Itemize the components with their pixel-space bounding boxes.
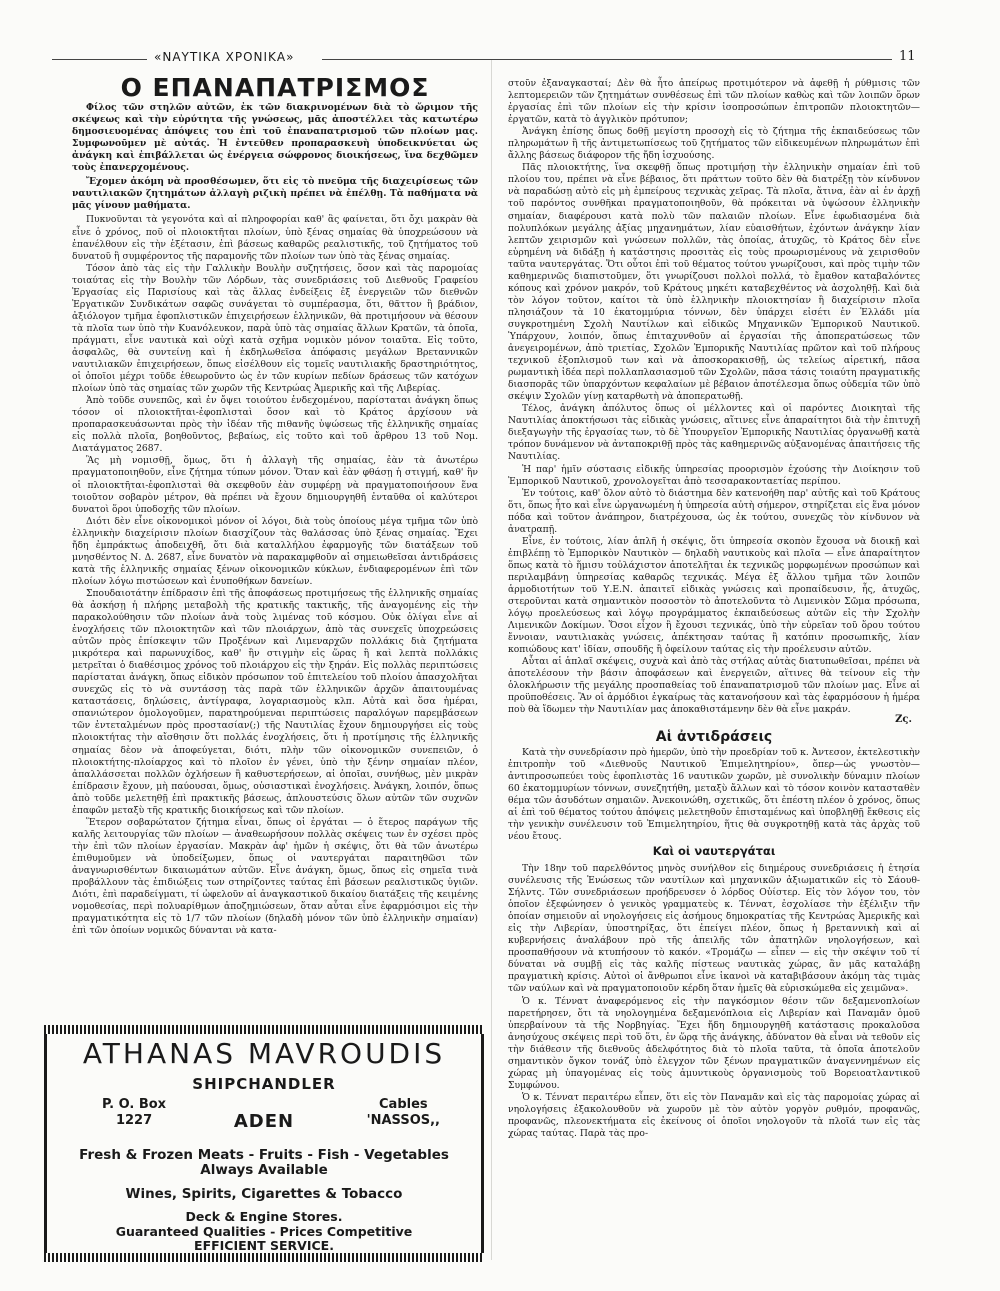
paragraph: Πᾶς πλοιοκτήτης, ἵνα σκεφθῇ ὅπως προτιμήσῃ τὴν ἑλληνικὴν σημαίαν ἐπὶ τοῦ πλοίου του, πρέπει νὰ εἶνε βέβαιος, ὅτι πράττων τοῦτο δὲν θὰ διατρέξῃ τὸν κίνδυνον νὰ παραδώσῃ αὐτὸ εἰς μὴ ἐμπείρους τεχνικὰς χεῖρας. Τὰ πλοῖα, ἅτινα, ἐὰν αἱ ἐν ἀρχῇ τοῦ παρόντος συνθῆκαι πραγματοποιηθοῦν, θὰ πρόκειται νὰ ὑψώσουν ἑλληνικὴν σημαίαν, διαφέρουσι κατὰ πολὺ τῶν παλαιῶν πλοίων. Εἶνε ἐφωδιασμένα διὰ πολυπλόκων μεγάλης ἀξίας μηχανημάτων, λίαν εὐαισθήτων, ἐχόντων ἀνάγκην λίαν λεπτῶν χειρισμῶν καὶ γνώσεων πολλῶν, τὰς ὁποίας, ἀτυχῶς, τὸ Κράτος δὲν εἶνε εὐρημένη νὰ διδάξῃ ἡ κατάστησις προσιτὰς εἰς τοὺς προωρισμένους νὰ χειρισθοῦν ταῦτα ναυτεργάτας. Ὅτι οὗτοι ἐπὶ τοῦ θέματος τούτου γνωρίζουσι, καὶ πρὸς τιμὴν τῶν καθημερινῶς διαπιστοῦμεν, ὅτι γνωρίζουσι πολλοὶ πολλά, τὸ ἔμαθον καταβαλόντες κόπους καὶ χρόνον μακρόν, τοῦ Κράτους μηκέτι καταβεχθέντος νὰ ἀσχοληθῇ. Καὶ διὰ τὸν λόγον τοῦτον, καίτοι τὰ ὑπὸ ἑλληνικὴν πλοιοκτησίαν ἢ διαχείρισιν πλοῖα πλησιάζουν τὰ 10 ἑκατομμύρια τόννων, δὲν ὑπάρχει εἰσέτι ἐν Ἑλλάδι μία συγκροτημένη Σχολὴ Ναυτίλων καὶ εἰδικῶς Μηχανικῶν Ἐμπορικοῦ Ναυτικοῦ. Ὑπάρχουν, λοιπόν, ὅπως ἐπιταχυνθοῦν αἱ ἐργασίαι τῆς ἀποπερατώσεως τῶν ἀνεγειρομένων, ἀπὸ τριετίας, Σχολῶν Ἐμπορικῆς Ναυτιλίας πρῶτον καὶ τοῦ πλήρους τεχνικοῦ ἐξοπλισμοῦ των καὶ νὰ ἀποσκορακισθῇ, ὡς τελείως αἱρετική, πᾶσα ρωμαντικὴ ἰδέα περὶ πολλαπλασιασμοῦ τῶν Σχολῶν, πᾶσα τάσις τοιαύτη πραγματικῆς διασπορᾶς τῶν ὑπαρχόντων κεφαλαίων μὲ βέβαιον ἀποτέλεσμα ὅπως οὐδεμία τῶν ὑπὸ σκέψιν Σχολῶν γίνῃ καταρθωτὴ νὰ ἀποπερατωθῇ. (508, 162, 920, 403)
column-gutter (491, 60, 492, 1260)
paragraph: Κατὰ τὴν συνεδρίασιν πρὸ ἡμερῶν, ὑπὸ τὴν προεδρίαν τοῦ κ. Ἀντεσον, ἐκτελεστικὴν ἐπιτροπὴν τοῦ «Διεθνοῦς Ναυτικοῦ Ἐπιμελητηρίου», ὅπερ—ὡς γνωστὸν—ἀντιπροσωπεύει τοὺς ἐφοπλιστὰς 16 ναυτικῶν χωρῶν, μὲ συνολικὴν δύναμιν πλοίων 60 ἑκατομμυρίων τόννων, συνεζητήθη, μεταξὺ ἄλλων καὶ τὸ τόσον κοινὸν κατασταθὲν θέμα τῶν ἀσυδότων σημαιῶν. Ἀνεκοινώθη, σχετικῶς, ὅτι ἐπέστη πλέον ὁ χρόνος, ὅπως αἱ ἐπὶ τοῦ θέματος τούτου ἀπόψεις μελετηθοῦν ἐπισταμένως καὶ ὑποβληθῇ ἔκθεσις εἰς τὴν γενικὴν συνέλευσιν τοῦ Ἐπιμελητηρίου, ἥτις θὰ συγκροτηθῇ κατὰ τὰς ἀρχὰς τοῦ νέου ἔτους. (508, 746, 920, 842)
header-rule-left (52, 59, 147, 60)
paragraph: Διότι δὲν εἶνε οἰκονομικοὶ μόνον οἱ λόγοι, διὰ τοὺς ὁποίους μέγα τμῆμα τῶν ὑπὸ ἑλληνικὴν διαχείρισιν πλοίων διασχίζουν τὰς θαλάσσας ὑπὸ ξένας σημαίας. Ἔχει ἤδη ἐμπράκτως ἀποδειχθῆ, ὅτι διὰ καταλλήλου ἐφαρμογῆς τῶν διατάξεων τοῦ μνησθέντος Ν. Δ. 2687, εἶνε δυνατὸν νὰ παρακαμφθοῦν αἱ σημειωθεῖσαι ἀντιδράσεις κατὰ τῆς ἑλληνικῆς σημαίας ξένων οἰκονομικῶν κύκλων, ἐνδιαφερομένων ἐπὶ τῶν πλοίων λόγω πιστώσεων καὶ ἐνυποθήκων δανείων. (72, 515, 478, 587)
ad-trade: SHIPCHANDLER (192, 1075, 336, 1093)
paragraph: Ἂς μὴ νομισθῇ, ὅμως, ὅτι ἡ ἀλλαγὴ τῆς σημαίας, ἐὰν τὰ ἀνωτέρω πραγματοποιηθοῦν, εἶνε ζήτημα τύπων μόνον. Ὅταν καὶ ἐὰν φθάσῃ ἡ στιγμή, καθ' ἣν οἱ πλοιοκτῆται-ἐφοπλισταὶ θὰ σκεφθοῦν ἐὰν συμφέρῃ νὰ πραγματοποιήσουν ἕνα τοιοῦτον σοβαρὸν μέτρον, θὰ πρέπει νὰ ἔχουν δημιουργηθῆ ἐνταῦθα οἱ καλύτεροι δυνατοὶ ὅροι ὑποδοχῆς τῶν πλοίων. (72, 455, 478, 515)
article-title: Ο ΕΠΑΝΑΠΑΤΡΙΣΜΟΣ (120, 73, 430, 102)
ad-line: Always Available (200, 1162, 328, 1178)
paragraph: Αὗται αἱ ἁπλαῖ σκέψεις, συχνὰ καὶ ἀπὸ τὰς στήλας αὐτὰς διατυπωθεῖσαι, πρέπει νὰ ἀποτελέσουν τὴν βάσιν ἀποφάσεων καὶ ἐνεργειῶν, αἵτινες θὰ τείνουν εἰς τὴν ὁλοκλήρωσιν τῆς μεγάλης προσπαθείας τοῦ ἐπαναπατρισμοῦ τῶν πλοίων μας. Εἶνε αἱ προϋποθέσεις. Ἂν οἱ ἁρμόδιοι ἐγκαίρως τὰς κατανοήσουν καὶ τὰς ἐφαρμόσουν ἡ ἡμέρα ποὺ θὰ ἴδωμεν τὴν Ναυτιλίαν μας ἀποκαθιστάμενην δὲν θὰ εἶνε μακράν. (508, 656, 920, 716)
paragraph: Ἡ παρ' ἡμῖν σύστασις εἰδικῆς ὑπηρεσίας προορισμὸν ἐχούσης τὴν Διοίκησιν τοῦ Ἐμπορικοῦ Ναυτικοῦ, χρονολογεῖται ἀπὸ τεσσαρακονταετίας περίπου. (508, 463, 920, 487)
paragraph: Τὴν 18ην τοῦ παρελθόντος μηνὸς συνήλθον εἰς διημέρους συνεδριάσεις ἡ ἐτησία συνέλευσις τῆς Ἑνώσεως τῶν ναυτίλων καὶ μηχανικῶν ἀξιωματικῶν εἰς τὸ Σάουθ-Σήλντς. Τῶν συνεδριάσεων προήδρευσεν ὁ λόρδος Οὐίστερ. Εἰς τὸν λόγον του, τὸν ὁποῖον ἐξεφώνησεν ὁ γενικὸς γραμματεὺς κ. Τέννατ, ἐσχολίασε τὴν ἐξέλιξιν τῆν ὁποίαν σημειοῦν αἱ νηολογήσεις εἰς ἀσήμους δημοκρατίας τῆς Κεντρώας Ἀμερικῆς καὶ εἰς τὴν Λιβερίαν, ὑποστηρίξας, ὅτι ἐπείγει πλέον, ὅπως ἡ βρεταννικὴ καὶ αἱ κυβερνήσεις ἀναλάβουν πρὸ τῆς ἀπειλῆς τῶν ἀπατηλῶν νηολογήσεων, καὶ προσπαθήσουν νὰ κτυπήσουν τὸ κακόν. «Τρομάζω — εἶπεν — εἰς τὴν σκέψιν τοῦ τί δύναται νὰ συμβῇ εἰς τὰς καλῆς πίστεως ναυτικὰς χώρας, ἂν μᾶς καταλάβῃ πραγματικὴ κρίσις. Αὐτοὶ οἱ ἄνθρωποι εἶνε ἱκανοὶ νὰ καταβιβάσουν ἀκόμη τὰς τιμὰς τῶν ναύλων καὶ νὰ πραγματοποιοῦν κέρδη ὅταν ἡμεῖς θὰ εὑρισκώμεθα εἰς χειμῶνα». (508, 863, 920, 995)
ad-cables (367, 1097, 440, 1129)
paragraph: Σπουδαιοτάτην ἐπίδρασιν ἐπὶ τῆς ἀποφάσεως προτιμήσεως τῆς ἑλληνικῆς σημαίας θὰ ἀσκήσῃ ἡ πλήρης μεταβολὴ τῆς κρατικῆς τακτικῆς, τῆς ἀναγομένης εἰς τὴν παρακολούθησιν τῶν πλοίων ἀνὰ τοὺς λιμένας τοῦ κόσμου. Οὐκ ὀλίγαι εἶνε αἱ ἐνοχλήσεις τῶν πλοιοκτητῶν καὶ τῶν πλοιάρχων, ἀπὸ τὰς συνεχεῖς ὑποχρεώσεις αὐτῶν πρὸς ἐπίσκεψιν τῶν Προξένων καὶ Λιμεναρχῶν πολλάκις διὰ ζητήματα μικρότερα καὶ παρωνυχίδος, καθ' ἣν στιγμὴν εἰς ὥρας ἢ καὶ λεπτὰ πολλάκις μετρεῖται ὁ διαθέσιμος χρόνος τοῦ πλοιάρχου εἰς τὴν ξηράν. Εἰς πολλὰς περιπτώσεις παρίσταται ἀνάγκη, ὅπως εἰδικὸν πρόσωπον τοῦ ἐπιτελείου τοῦ πλοίου ἀπασχολῆται συνεχῶς εἰς τὸ νὰ συντάσσῃ τὰς παρὰ τῶν ἑλληνικῶν ἀρχῶν ἀπαιτουμένας καταστάσεις, δηλώσεις, ἀντίγραφα, λογαριασμοὺς κλπ. Αὐτὰ καὶ ὅσα ἠμέραι, σπανιώτερον ὁμολογοῦμεν, παρατηρούμεναι περιπτώσεις παραλόγων παρεμβάσεων τῶν ἐντεταλμένων πρὸς προστασίαν(;) τῆς Ναυτιλίας ἔχουν δημιουργήσει εἰς τοὺς πλοιοκτήτας τὴν αἴσθησιν ὅτι πολλάς ἐνοχλήσεις, ὅτι ἡ προτίμησις τῆς ἑλληνικῆς σημαίας δὲον νὰ ἀποφεύγεται, διότι, πλὴν τῶν οἰκονομικῶν συνεπειῶν, ὁ πλοιοκτήτης-πλοίαρχος καὶ τὸ πλοῖον ἐν γένει, ὑπὸ τὴν ξένην σημαίαν πλέον, ἀπαλλάσσεται πολλῶν ὀχλήσεων ἢ καθυστερήσεων, αἱ ὁποῖαι, συνήθως, μὲν μικρὰν ἐπίδρασιν ἔχουν, μὴ παύουσαι, ὅμως, οὐσιαστικαὶ ἐνοχλήσεις. Ἀνάγκη, λοιπόν, ὅπως ἀπὸ τοῦδε μελετηθῇ ἐπὶ πρακτικῆς βάσεως, ἁπλουστεύσις ὅλων αὐτῶν τῶν συχνῶν ἐπαφῶν μεταξὺ τῆς κρατικῆς διοικήσεως καὶ τῶν πλοίων. (72, 587, 478, 816)
ad-line: Deck & Engine Stores. (185, 1209, 343, 1224)
ad-cables-name: 'NASSOS,, (366, 1113, 440, 1128)
right-column (508, 78, 920, 1140)
article-lead-second: Ἔχομεν ἀκόμη νὰ προσθέσωμεν, ὅτι εἰς τὸ πνεῦμα τῆς διαχειρίσεως τῶν ναυτιλιακῶν ζητημάτων ἀλλαγὴ ριζικὴ πρέπει νὰ ἐπέλθῃ. Τὰ παθήματα νὰ μᾶς γίνουν μαθήματα. (72, 176, 478, 212)
page-number: 11 (899, 49, 916, 64)
journal-title: «ΝΑΥΤΙΚΑ ΧΡΟΝΙΚΑ» (154, 50, 295, 64)
left-column (72, 73, 478, 937)
ad-line: EFFICIENT SERVICE. (194, 1238, 334, 1253)
paragraph: στοῦν ἐξαναγκασταί; Δὲν θὰ ἦτο ἀπείρως προτιμότερον νὰ ἀφεθῇ ἡ ρύθμισις τῶν λεπτομερειῶν τῶν ζητημάτων συνθέσεως ἐπὶ τῶν πλοίων καθὼς καὶ τῶν λοιπῶν ὅρων ἐργασίας ἐπὶ τῶν πλοίων εἰς τὴν κρίσιν ἰσοπροσώπων ἐπιτροπῶν πλοιοκτητῶν—ἐργατῶν, κατὰ τὸ ἀγγλικὸν πρότυπον; (508, 78, 920, 126)
header-rule-right (322, 59, 892, 60)
ad-city: ADEN (233, 1111, 295, 1132)
paragraph: Τέλος, ἀνάγκη ἀπόλυτος ὅπως οἱ μέλλοντες καὶ οἱ παρόντες Διοικηταὶ τῆς Ναυτιλίας ἀποκτήσωσι τὰς εἰδικὰς γνώσεις, αἵτινες εἶνε ἀπαραίτητοι διὰ τὴν ἐπιτυχῆ διεξαγωγὴν τῆς ἐργασίας των, τὸ δὲ Ὑπουργεῖον Ἐμπορικῆς Ναυτιλίας ὀργανωθῇ κατὰ τρόπον δυνάμενον νὰ ἀνταποκριθῇ πρὸς τὰς καθημερινῶς αὐξανομένας ἀπαιτήσεις τῆς Ναυτιλίας. (508, 403, 920, 463)
paragraph: Εἶνε, ἐν τούτοις, λίαν ἁπλῆ ἡ σκέψις, ὅτι ὑπηρεσία σκοπὸν ἔχουσα νὰ διοικῇ καὶ ἐπιβλέπῃ τὸ Ἐμπορικὸν Ναυτικὸν — δηλαδὴ ναυτικοὺς καὶ πλοῖα — εἶνε ἀπαραίτητον ὅπως κατὰ τὸ ἥμισυ τοὐλάχιστον ἀποτελῆται ἐκ τεχνικῶς μορφωμένων προσώπων καὶ περιλαμβάνῃ ὑπηρεσίας καθαρῶς τεχνικάς. Μέγα ἐξ ἄλλου τμῆμα τῶν λοιπῶν ἁρμοδιοτήτων τοῦ Υ.Ε.Ν. ἀπαιτεῖ εἰδικὰς γνώσεις καὶ προπαίδευσιν, ἧς, ἀτυχῶς, στεροῦνται κατὰ σημαντικὸν ποσοστὸν τὸ ἀποτελοῦντα τὸ Λιμενικὸν Σῶμα πρόσωπα, λόγῳ προελεύσεως καὶ λόγῳ προγράμματος ἐκπαιδεύσεως αὐτῶν εἰς τὴν Σχολὴν Λιμενικῶν Δοκίμων. Ὅσοι εἶχον ἢ ἔχουσι τεχνικάς, ὑπὸ τὴν εὐρεῖαν τοῦ ὅρου τούτου ἔννοιαν, ναυτιλιακὰς γνώσεις, ἀπέκτησαν ταύτας ἢ κατόπιν προσωπικῆς, λίαν κοπιώδους κατ' ἰδίαν, σπουδῆς ἢ ὀφείλουν ταύτας εἰς τὴν προέλευσιν αὐτῶν. (508, 535, 920, 656)
ad-company-name: ATHANAS MAVROUDIS (82, 1037, 446, 1070)
paragraph: Πυκνοῦνται τὰ γεγονότα καὶ αἱ πληροφορίαι καθ' ἃς φαίνεται, ὅτι ὄχι μακρὰν θὰ εἶνε ὁ χρόνος, ποῦ οἱ πλοιοκτῆται πλοίων, ὑπὸ ξένας σημαίας θὰ ὑποχρεώσουν νὰ ἐπανέλθουν εἰς τὴν ἑξέτασιν, ἐπὶ βάσεως καθαρῶς ρεαλιστικῆς, τοῦ ζητήματος τοῦ δυνατοῦ ἢ συμφέροντος τῆς παραμονῆς τῶν πλοίων των ὑπὸ τὰς ξένας σημαίας. (72, 214, 478, 262)
ad-po-box-number: 1227 (115, 1113, 153, 1128)
running-header (52, 49, 916, 68)
ad-border-bottom (44, 1253, 484, 1262)
ad-products (44, 1148, 484, 1178)
section-title-reactions: Αἱ ἀντιδράσεις (655, 728, 773, 745)
paragraph: Ἀπὸ τοῦδε συνεπῶς, καὶ ἐν ὄψει τοιούτου ἐνδεχομένου, παρίσταται ἀνάγκη ὅπως τόσον οἱ πλοιοκτῆται-ἐφοπλισταὶ ὅσον καὶ τὸ Κράτος ἀρχίσουν νὰ προπαρασκευάσωνται πρὸς τὴν ἰδέαν τῆς πιθανῆς ὑψώσεως τῆς ἑλληνικῆς σημαίας εἰς πολλὰ πλοῖα, βοηθοῦντος, βεβαίως, εἰς τοῦτο καὶ τοῦ ἄρθρου 13 τοῦ Νομ. Διατάγματος 2687. (72, 395, 478, 455)
ad-cables-label: Cables (379, 1097, 428, 1112)
paragraph: Τόσον ἀπὸ τὰς εἰς τὴν Γαλλικὴν Βουλὴν συζητήσεις, ὅσον καὶ τὰς παρομοίας τοιαύτας εἰς τὴν Βουλὴν τῶν Λόρδων, τὰς συνεδριάσεις τοῦ Διεθνοῦς Γραφείου Ἐργασίας εἰς Παρισίους καὶ τὰς ἄλλας ἐνδείξεις ἐξ ἐνεργειῶν τῶν διεθνῶν Ἐργατικῶν Συνδικάτων σαφῶς συνάγεται τὸ συμπέρασμα, ὅτι, θᾶττον ἢ βράδιον, ἀξιόλογον τμῆμα ἐφοπλιστικῶν ἐπιχειρήσεων ἑλληνικῶν, θὰ προτιμήσουν νὰ θέσουν τὰ πλοῖα των ὑπὸ τὴν Κυανόλευκον, παρὰ ὑπὸ τὰς σημαίας ἄλλων Κρατῶν, τὰ ὁποῖα, πράγματι, εἶνε ναυτικὰ καὶ οὐχὶ κατὰ σχῆμα νομικὸν μόνον τοιαῦτα. Εἰς τοῦτο, ἀσφαλῶς, θὰ συντείνῃ καὶ ἡ ἐκδηλωθεῖσα ἀπόφασις μεγάλων Βρεταννικῶν ναυτιλιακῶν ἐπιχειρήσεων, ὅπως εἰσέλθουν εἰς τομεῖς ναυτιλιακῆς δραστηριότητος, οἱ ὁποῖοι μέχρι τοῦδε ἐθεωροῦντο ὡς ἐν τῶν κυρίων πεδίων δράσεως τῶν κατόχων πλοίων ὑπὸ τὰς σημαίας τῶν χωρῶν τῆς Κεντρώας Ἀμερικῆς καὶ τῆς Λιβερίας. (72, 262, 478, 395)
paragraph: Ἐν τούτοις, καθ' ὅλον αὐτὸ τὸ διάστημα δὲν κατενοήθη παρ' αὐτῆς καὶ τοῦ Κράτους ὅτι, ὅπως ἦτο καὶ εἶνε ὠργανωμένη ἡ ὑπηρεσία αὐτὴ σήμερον, στηρίζεται εἰς ἕνα μόνον πόδα καὶ τοῦτον ἀνάπηρον, διατρέχουσα, ὡς ἐκ τούτου, συνεχῶς τὸν κίνδυνον νὰ ἀνατραπῇ. (508, 487, 920, 535)
section-title-workers: Καὶ οἱ ναυτεργάται (652, 843, 776, 858)
paragraph: Ὁ κ. Τέννατ περαιτέρω εἶπεν, ὅτι εἰς τὸν Παναμᾶν καὶ εἰς τὰς παρομοίας χώρας αἱ νηολογήσεις ἐξακολουθοῦν νὰ χωροῦν μὲ τὸν αὐτὸν γοργὸν ρυθμόν, προφανῶς, προφανῶς, πλεονεκτήματα εἰς ἐκείνους οἱ ὁποῖοι νηολογοῦν τὰ πλοῖά των εἰς τὰς χώρας ταύτας. Παρὰ τὰς προ- (508, 1091, 920, 1140)
ad-po-box-label: P. O. Box (102, 1097, 167, 1112)
shipchandler-advertisement (44, 1025, 484, 1262)
ad-line: Wines, Spirits, Cigarettes & Tobacco (125, 1186, 403, 1202)
ad-line: Guaranteed Qualities - Prices Competitive (115, 1223, 413, 1239)
ad-footer-lines (44, 1210, 484, 1254)
article-lead: Φίλος τῶν στηλῶν αὐτῶν, ἐκ τῶν διακρινομένων διὰ τὸ ὥριμον τῆς σκέψεως καὶ τὴν εὐρύτητα τῆς γνώσεως, μᾶς ἀποστέλλει τὰς κατωτέρω δημοσιευομένας ἀπόψεις του ἐπὶ τοῦ ἐπαναπατρισμοῦ τῶν πλοίων μας. Συμφωνοῦμεν μὲ αὐτάς. Ἡ ἐντεῦθεν προπαρασκευὴ ὑποδεικνύεται ὡς ἀνάγκη καὶ ἐπιβάλλεται ὡς ἐνέργεια σώφρονος διοικήσεως, ἵνα δεχθῶμεν τοὺς ἐπανερχομένους. (72, 102, 478, 174)
paragraph: Ὁ κ. Τέννατ ἀναφερόμενος εἰς τὴν παγκόσμιον θέσιν τῶν δεξαμενοπλοίων παρετήρησεν, ὅτι τὰ νηολογημένα δεξαμενόπλοια εἰς Λιβερίαν καὶ Παναμᾶν ὁμοῦ ὑπερβαίνουν τὰ τῆς Νορβηγίας. Ἔχει ἤδη δημιουργηθῆ κατάστασις προκαλοῦσα ἀνησύχους σκέψεις περὶ τοῦ ὅτι, ἐν ὥρᾳ τῆς ἀνάγκης, ἀδύνατον θὰ εἶναι νὰ τεθοῦν εἰς τὴν διάθεσιν τῆς διεθνοῦς ἀδελφότητος διὰ τὸ πλοῖα ταῦτα, τὰ ὁποῖα ἀποτελοῦν σημαντικὸν ὄγκον τονάζ ὑπὸ ἐλεγχον τῶν ξένων πραγματικῶν ἀναγεννημένων εἰς χώρας μὴ ὑπαγομένας εἰς τοὺς ἀμυντικοὺς ὀργανισμοὺς τοῦ Βορειοατλαντικοῦ Συμφώνου. (508, 995, 920, 1091)
paragraph: Ἕτερον σοβαρώτατον ζήτημα εἶναι, ὅπως οἱ ἐργάται — ὁ ἕτερος παράγων τῆς καλῆς λειτουργίας τῶν πλοίων — ἀναθεωρήσουν πολλὰς σκέψεις των ἐν σχέσει πρὸς τὴν ἐπὶ τῶν πλοίων ἐργασίαν. Μακρὰν ἀφ' ἡμῶν ἡ σκέψις, ὅτι θὰ τῶν ἀνωτέρω ἐπιθυμοῦμεν νὰ ὑποδείξωμεν, ὅπως οἱ ναυτεργάται παραιτηθῶσι τῶν ἀναγνωρισθέντων δικαιωμάτων αὐτῶν. Εἶνε ἀνάγκη, ὅμως, ὅπως εἰς σημεῖα τινὰ προβάλλουν τὰς ἐπιδιώξεις των στηρίζοντες ταύτας ἐπὶ βάσεων ρεαλιστικῶς ὑγιῶν. Διότι, ἐπὶ παραδείγματι, τί ὠφελοῦν αἱ ἀναγκαστικοῦ δικαίου διατάξεις τῆς κειμένης νομοθεσίας, περὶ πολυαρίθμων ἀποζημιώσεων, ὅταν αὗται εἶνε ἐφαρμόσιμοι εἰς τὴν πραγματικότητα εἰς τὸ 1/7 τῶν πλοίων (δηλαδὴ μόνον τῶν ὑπὸ ἑλληνικὴν σημαίαν) ἐπὶ τῶν ὁποίων νομικῶς δύνανται νὰ κατα- (72, 816, 478, 937)
ad-line: Fresh & Frozen Meats - Fruits - Fish - Vegetables (79, 1147, 449, 1163)
ad-border-top (44, 1025, 484, 1034)
author-signature: Ζς. (895, 714, 912, 726)
paragraph: Ἀνάγκη ἐπίσης ὅπως δοθῇ μεγίστη προσοχὴ εἰς τὸ ζήτημα τῆς ἐκπαιδεύσεως τῶν πληρωμάτων ἢ τῆς ἀντιμετωπίσεως τοῦ ζητήματος τῶν εἰδικευμένων πληρωμάτων ἐπὶ ἄλλης βάσεως διάφορον τῆς ἤδη ἰσχυούσης. (508, 126, 920, 162)
